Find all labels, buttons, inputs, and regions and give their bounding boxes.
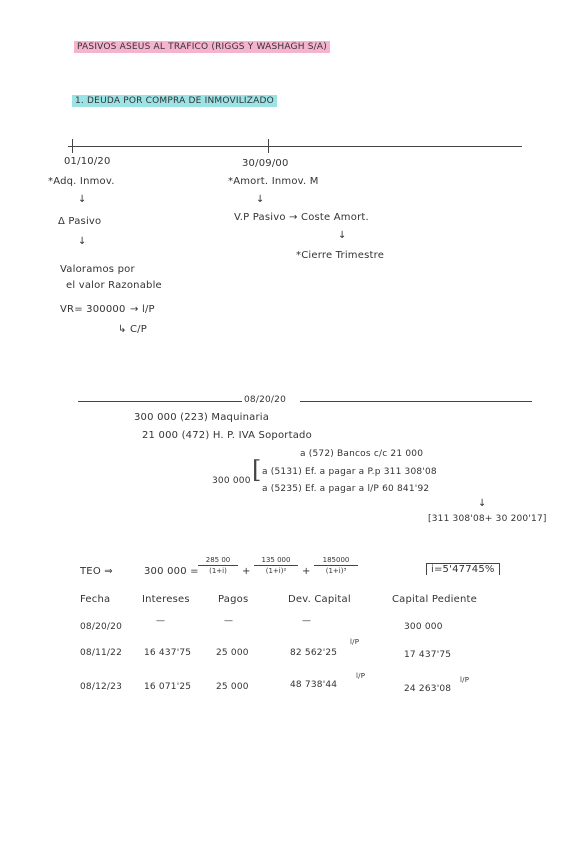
page-title: PASIVOS ASEUS AL TRAFICO (RIGGS Y WASHAGH S/A) [74, 42, 330, 52]
entry-line-left [78, 401, 242, 402]
teo-lhs: 300 000 = [144, 566, 199, 577]
arrow: ↓ [478, 498, 487, 509]
table-row-1-dev-sup: l/P [350, 638, 360, 646]
entry-amount: 300 000 [212, 476, 251, 486]
plus-sign: + [242, 566, 251, 577]
note-cierre: *Cierre Trimestre [296, 250, 385, 261]
table-row-2-dev-sup: l/P [356, 672, 366, 680]
timeline-line [68, 146, 522, 147]
col-header-fecha: Fecha [80, 594, 111, 605]
table-row-0-int: — [156, 616, 166, 626]
table-row-0-cap: 300 000 [404, 622, 443, 632]
timeline-tick [72, 139, 73, 153]
entry-line-1: 300 000 (223) Maquinaria [134, 412, 270, 423]
teo-fraction-1: 285 00 (1+i) [198, 556, 238, 575]
table-row-2-cap: 24 263'08 [404, 684, 452, 694]
table-row-1-dev: 82 562'25 [290, 648, 338, 658]
col-header-capital-pendiente: Capital Pediente [392, 594, 477, 605]
table-row-0-dev: — [302, 616, 312, 626]
col-header-pagos: Pagos [218, 594, 249, 605]
entry-line-3: a (572) Bancos c/c 21 000 [300, 449, 424, 459]
teo-result: i=5'47745% [426, 564, 500, 575]
arrow: ↓ [78, 194, 87, 205]
col-header-dev-capital: Dev. Capital [288, 594, 351, 605]
arrow: ↓ [78, 236, 87, 247]
teo-fraction-3: 185000 (1+i)³ [314, 556, 358, 575]
date-end: 30/09/00 [242, 158, 289, 169]
note-vr: VR= 300000 [60, 304, 126, 315]
entry-line-4: a (5131) Ef. a pagar a P.p 311 308'08 [262, 467, 437, 477]
timeline-tick [268, 139, 269, 153]
note-vp-pasivo: V.P Pasivo → Coste Amort. [234, 212, 369, 223]
arrow: ↓ [338, 230, 347, 241]
table-row-2-date: 08/12/23 [80, 682, 123, 692]
table-row-2-pagos: 25 000 [216, 682, 249, 692]
section-title: 1. DEUDA POR COMPRA DE INMOVILIZADO [72, 96, 277, 106]
table-row-1-cap: 17 437'75 [404, 650, 452, 660]
plus-sign: + [302, 566, 311, 577]
table-row-2-cap-sup: l/P [460, 676, 470, 684]
note-valor-razonable: el valor Razonable [66, 280, 162, 291]
entry-line-5: a (5235) Ef. a pagar a l/P 60 841'92 [262, 484, 430, 494]
entry-total: [311 308'08+ 30 200'17] [428, 514, 547, 524]
col-header-intereses: Intereses [142, 594, 190, 605]
table-row-2-dev: 48 738'44 [290, 680, 338, 690]
brace: [ [252, 456, 262, 484]
table-row-1-date: 08/11/22 [80, 648, 123, 658]
entry-line-2: 21 000 (472) H. P. IVA Soportado [142, 430, 312, 441]
teo-label: TEO ⇒ [80, 566, 113, 577]
note-amortizacion: *Amort. Inmov. M [228, 176, 319, 187]
entry-line-right [300, 401, 532, 402]
date-start: 01/10/20 [64, 156, 111, 167]
note-pasivo: Δ Pasivo [58, 216, 102, 227]
table-row-1-pagos: 25 000 [216, 648, 249, 658]
teo-fraction-2: 135 000 (1+i)² [254, 556, 298, 575]
entry-date: 08/20/20 [244, 395, 287, 405]
note-valoramos: Valoramos por [60, 264, 135, 275]
note-arrow-lp: → l/P [130, 304, 155, 315]
table-row-1-int: 16 437'75 [144, 648, 192, 658]
table-row-2-int: 16 071'25 [144, 682, 192, 692]
note-adquisicion: *Adq. Inmov. [48, 176, 115, 187]
note-arrow-cp: ↳ C/P [118, 324, 147, 335]
table-row-0-date: 08/20/20 [80, 622, 123, 632]
table-row-0-pagos: — [224, 616, 234, 626]
arrow: ↓ [256, 194, 265, 205]
